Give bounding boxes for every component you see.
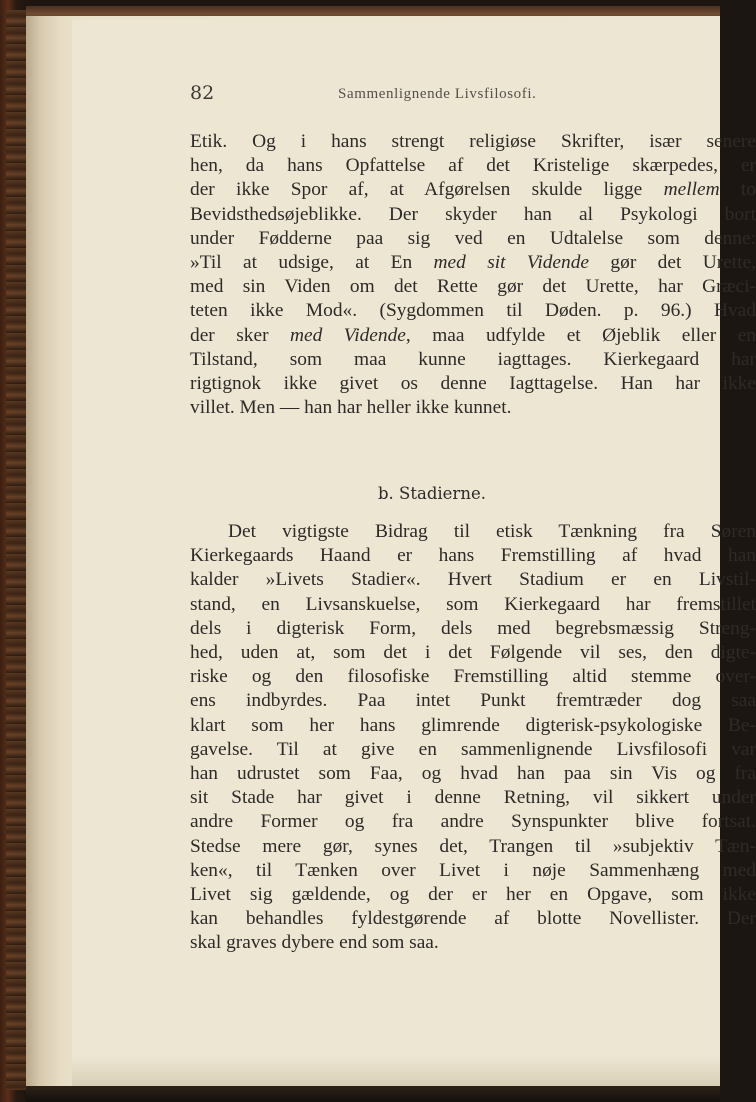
text-line: »Til at udsige, at En med sit Vidende gør det Urette, — [190, 252, 756, 274]
text-line: kalder »Livets Stadier«. Hvert Stadium er en Livstil- — [190, 569, 756, 591]
page-bottom-shade — [72, 1056, 720, 1086]
text-line: teten ikke Mod«. (Sygdommen til Døden. p. 96.) Hvad — [190, 300, 756, 322]
section-heading: b. Stadierne. — [378, 484, 486, 503]
text-line: ens indbyrdes. Paa intet Punkt fremtræder dog saa — [190, 690, 756, 712]
text-line: Kierkegaards Haand er hans Fremstilling af hvad han — [190, 545, 756, 567]
running-head: Sammenlignende Livsfilosofi. — [338, 86, 537, 102]
text-line: andre Former og fra andre Synspunkter blive fortsat. — [190, 811, 756, 833]
text-line: riske og den filosofiske Fremstilling altid stemme over- — [190, 666, 756, 688]
text-line: klart som her hans glimrende digterisk-psykologiske Be- — [190, 714, 756, 736]
text-line: Stedse mere gør, synes det, Trangen til »subjektiv Tæn- — [190, 835, 756, 857]
text-line: under Fødderne paa sig ved en Udtalelse som denne: — [190, 227, 756, 249]
text-line: hen, da hans Opfattelse af det Kristelige skærpedes, er — [190, 155, 756, 177]
text-line: Tilstand, som maa kunne iagttages. Kierkegaard har — [190, 348, 756, 370]
text-line: der ikke Spor af, at Afgørelsen skulde ligge mellem to — [190, 179, 756, 201]
text-line: gavelse. Til at give en sammenlignende Livsfilosofi var — [190, 738, 756, 760]
text-line: stand, en Livsanskuelse, som Kierkegaard har fremstillet — [190, 593, 756, 615]
text-line: Livet sig gældende, og der er her en Opgave, som ikke — [190, 884, 756, 906]
book-page — [72, 20, 756, 1086]
text-line: skal graves dybere end som saa. — [190, 932, 439, 954]
page-number: 82 — [190, 82, 215, 104]
text-line: villet. Men — han har heller ikke kunnet. — [190, 397, 512, 419]
text-line: Bevidsthedsøjeblikke. Der skyder han al Psykologi bort — [190, 203, 756, 225]
text-line: der sker med Vidende, maa udfylde et Øjeblik eller en — [190, 324, 756, 346]
bottom-binding-edge — [26, 1086, 720, 1102]
text-line: rigtignok ikke givet os denne Iagttagelse. Han har ikke — [190, 373, 756, 395]
text-line: sit Stade har givet i denne Retning, vil sikkert under — [190, 787, 756, 809]
italic-phrase: mellem — [663, 179, 720, 201]
paragraph-2 — [190, 520, 756, 956]
italic-phrase: med sit Vidende — [433, 252, 590, 274]
italic-phrase: med Vidende — [290, 324, 406, 346]
page-header — [72, 82, 720, 112]
text-line: dels i digterisk Form, dels med begrebsmæssig Streng- — [190, 617, 756, 639]
book-spine-edge — [6, 10, 28, 1090]
text-line: Det vigtigste Bidrag til etisk Tænkning fra Søren — [228, 521, 756, 542]
text-line: kan behandles fyldestgørende af blotte Novellister. Der — [190, 908, 756, 930]
paragraph-1 — [190, 130, 756, 420]
text-line: ken«, til Tænken over Livet i nøje Sammenhæng med — [190, 859, 756, 881]
text-line: med sin Viden om det Rette gør det Urette, har Græci- — [190, 276, 756, 298]
text-line: Etik. Og i hans strengt religiøse Skrifter, især senere — [190, 131, 756, 152]
text-line: han udrustet som Faa, og hvad han paa sin Vis og fra — [190, 763, 756, 785]
text-line: hed, uden at, som det i det Følgende vil ses, den digte- — [190, 642, 756, 664]
